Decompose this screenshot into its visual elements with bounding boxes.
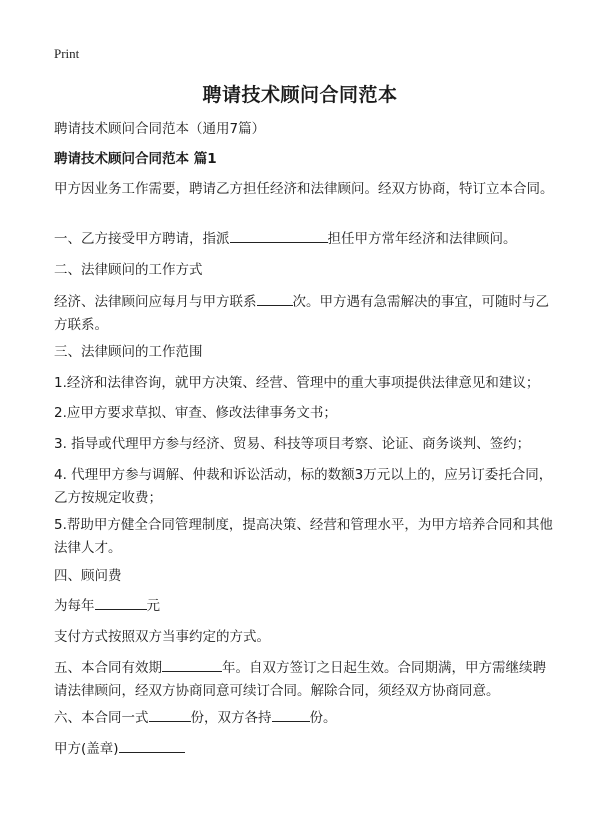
clause-2-heading: 二、法律顾问的工作方式: [54, 262, 203, 278]
clause-6-before: 六、本合同一式: [54, 710, 149, 726]
copies-total-blank: [149, 707, 191, 722]
fee-line: [54, 595, 554, 618]
scope-item: 5.帮助甲方健全合同管理制度，提高决策、经营和管理水平，为甲方培养合同和其他法律人才。: [54, 517, 553, 556]
contact-frequency-blank: [257, 291, 293, 306]
seal-blank: [119, 738, 185, 753]
clause-2-after: 次。甲方遇有急需解决的事宜，可随时与乙方联系。: [54, 294, 549, 333]
term-years-blank: [162, 657, 222, 672]
print-label: Print: [54, 46, 80, 61]
clause-1-before: 一、乙方接受甲方聘请，指派: [54, 231, 230, 247]
document-subtitle: 聘请技术顾问合同范本（通用7篇）: [54, 121, 266, 137]
payment-line: 支付方式按照双方当事约定的方式。: [54, 629, 270, 645]
clause-1: [54, 228, 554, 251]
clause-6-middle: 份，双方各持: [190, 710, 272, 726]
clause-4-heading: 四、顾问费: [54, 568, 122, 584]
clause-1-after: 担任甲方常年经济和法律顾问。: [327, 231, 517, 247]
fee-after: 元: [146, 598, 160, 614]
scope-item: 2.应甲方要求草拟、审查、修改法律事务文书；: [54, 405, 337, 421]
fee-before: 为每年: [54, 598, 95, 614]
scope-item: 4. 代理甲方参与调解、仲裁和诉讼活动，标的数额3万元以上的，应另订委托合同，乙方按规定收费；: [54, 467, 553, 506]
scope-item: 1.经济和法律咨询，就甲方决策、经营、管理中的重大事项提供法律意见和建议；: [54, 375, 540, 391]
section-heading: 聘请技术顾问合同范本 篇1: [54, 151, 217, 167]
page-title: 聘请技术顾问合同范本: [202, 84, 398, 106]
intro-paragraph: 甲方因业务工作需要，聘请乙方担任经济和法律顾问。经双方协商，特订立本合同。: [54, 181, 554, 197]
clause-5-after: 年。自双方签订之日起生效。合同期满，甲方需继续聘请法律顾问，经双方协商同意可续订合同。解除合同，须经双方协商同意。: [54, 660, 546, 699]
clause-2-text: [54, 291, 554, 337]
clause-6: [54, 707, 554, 730]
clause-5: [54, 657, 554, 703]
clause-2-before: 经济、法律顾问应每月与甲方联系: [54, 294, 257, 310]
clause-6-after: 份。: [309, 710, 337, 726]
annual-fee-blank: [95, 595, 147, 610]
assignee-blank: [230, 228, 328, 243]
clause-3-heading: 三、法律顾问的工作范围: [54, 344, 203, 360]
copies-each-blank: [272, 707, 310, 722]
signature-label: 甲方(盖章): [54, 741, 119, 757]
scope-item: 3. 指导或代理甲方参与经济、贸易、科技等项目考察、论证、商务谈判、签约；: [54, 436, 531, 452]
clause-5-before: 五、本合同有效期: [54, 660, 162, 676]
signature-line: [54, 738, 554, 761]
